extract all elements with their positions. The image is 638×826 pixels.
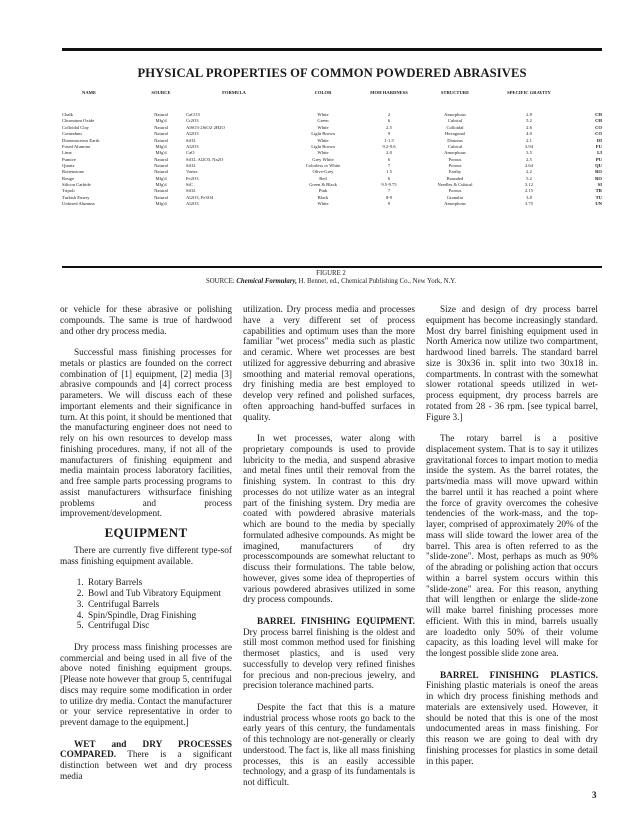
cell-code: LI xyxy=(597,150,602,156)
cell-name: Turkish Emery xyxy=(62,194,90,200)
cell-moh-hardness: 1.5 xyxy=(386,169,392,175)
list-item: 2. Bowl and Tub Vibratory Equipment xyxy=(86,589,232,600)
cell-code: CO xyxy=(595,124,602,130)
header-source: SOURCE xyxy=(151,90,171,95)
cell-code: CH xyxy=(595,112,602,118)
cell-formula: SiC xyxy=(186,181,193,187)
cell-color: Light Brown xyxy=(311,131,335,137)
figure-caption xyxy=(200,270,462,287)
col2-paragraph-4: Despite the fact that this is a mature industrial process whose roots go back to the early years of this century, the fundamentals of this technology are not-generally or clearly understood. The fact is, like all mass finishing processes, this is an easily accessible technology, and a grasp of its fundamentals is not difficult. xyxy=(243,702,415,788)
cell-code: SI xyxy=(597,181,602,187)
cell-moh-hardness: 9 xyxy=(387,131,391,137)
cell-structure: Colloidal xyxy=(446,124,464,130)
cell-moh-hardness: 6 xyxy=(387,118,391,124)
cell-source: Mfg'd xyxy=(155,118,167,124)
cell-source: Natural xyxy=(154,188,168,194)
cell-moh-hardness: 7 xyxy=(387,162,391,168)
cell-moh-hardness: 2 xyxy=(387,112,391,118)
cell-color: Pink xyxy=(318,188,328,194)
cell-name: Corundum xyxy=(62,131,82,137)
cell-moh-hardness: 9.5-9.75 xyxy=(381,181,397,187)
cell-color: White xyxy=(317,150,329,156)
cell-structure: Granular xyxy=(446,194,464,200)
cell-structure: Diatoms xyxy=(447,137,463,143)
cell-source: Natural xyxy=(154,131,168,137)
col2-paragraph-2: In wet processes, water along with proprietary compounds is used to provide lubricity to the media, and suspend abrasive and metal fines until their removal from the finishing system. In contrast to this dry processes do not utilize water as an integral part of the finishing system. Dry media are coated with powdered abrasive materials which are bound to the media by specially formulated adhesive compounds. As might be imagined, manufacturers of dry processcompounds are somewhat reluctant to discuss their formulations. The table below, however, gives some idea of theproperties of various powdered abrasives utilized in some dry process compounds. xyxy=(243,434,415,606)
cell-name: Fused Alumina xyxy=(62,143,90,149)
cell-formula: Cr2O3 xyxy=(186,118,199,124)
cell-formula: SiO2 xyxy=(186,137,196,143)
cell-formula: CaCO3 xyxy=(186,112,200,118)
cell-color: Light Brown xyxy=(311,143,335,149)
col2-paragraph-3-text: Dry process barrel finishing is the oldest and still most common method used for finishing thermoset plastics, and is used very successfully to develop very refined finishes for precious and non-precious jewelry, and precision tolerance machined parts. xyxy=(243,627,415,692)
cell-name: Rouge xyxy=(62,175,74,181)
abrasives-table xyxy=(62,90,602,207)
cell-formula: Al2O3 xyxy=(186,143,199,149)
cell-structure: Amorphous xyxy=(444,112,466,118)
cell-structure: Hexagonal xyxy=(445,131,465,137)
cell-formula: SiO2 xyxy=(186,188,196,194)
cell-structure: Rounded xyxy=(446,175,464,181)
cell-specific-gravity: 2.15 xyxy=(524,188,534,194)
cell-moh-hardness: 6 xyxy=(387,156,391,162)
cell-moh-hardness: 6 xyxy=(387,175,391,181)
cell-code: UN xyxy=(595,200,602,206)
cell-formula: CaO xyxy=(186,150,195,156)
equipment-list xyxy=(60,578,232,632)
cell-name: Quartz xyxy=(62,162,75,168)
col1-paragraph-1: or vehicle for these abrasive or polishing compounds. The same is true of hardwood and other dry process media. xyxy=(60,305,232,337)
page-number: 3 xyxy=(592,790,597,800)
cell-code: DI xyxy=(596,137,602,143)
figure-source-prefix: SOURCE: xyxy=(205,278,237,286)
cell-structure: Cubical xyxy=(447,143,463,149)
cell-color: Green & Black xyxy=(309,181,337,187)
col1-paragraph-3: There are currently five different type-sof mass finishing equipment available. xyxy=(60,546,232,567)
table-header-row xyxy=(62,90,602,112)
header-structure: STRUCTURE xyxy=(440,90,470,95)
cell-color: White xyxy=(317,200,329,206)
list-item: 5. Centrifugal Disc xyxy=(86,621,232,632)
cell-specific-gravity: 2.2 xyxy=(526,169,532,175)
cell-specific-gravity: 4.0 xyxy=(526,131,532,137)
cell-specific-gravity: 3.5 xyxy=(526,150,532,156)
cell-name: Rottenstone xyxy=(62,169,84,175)
cell-code: TR xyxy=(595,188,602,194)
cell-moh-hardness: 2.0 xyxy=(386,150,392,156)
cell-color: Red xyxy=(319,175,327,181)
cell-name: Colloidal Clay xyxy=(62,124,89,130)
cell-moh-hardness: 9.2-9.6 xyxy=(382,143,396,149)
table-row xyxy=(62,201,602,207)
cell-source: Mfg'd xyxy=(155,143,167,149)
cell-source: Natural xyxy=(154,112,168,118)
cell-specific-gravity: 2.5 xyxy=(526,156,532,162)
cell-source: Natural xyxy=(154,124,168,130)
cell-color: Colorless or White xyxy=(305,162,341,168)
cell-name: Silicon Carbide xyxy=(62,181,91,187)
cell-code: TU xyxy=(595,194,602,200)
header-color: COLOR xyxy=(314,90,332,95)
table-bottom-rule xyxy=(62,266,602,268)
cell-formula: AlSO3·2SiO2·2H2O xyxy=(186,124,225,130)
figure-label: FIGURE 2 xyxy=(316,270,346,277)
equipment-heading: EQUIPMENT xyxy=(104,525,188,540)
cell-moh-hardness: 2.5 xyxy=(386,124,392,130)
column-3 xyxy=(426,305,598,767)
table-body xyxy=(62,112,602,207)
cell-name: Unfused Alumina xyxy=(62,200,95,206)
col3-paragraph-1: Size and design of dry process barrel equipment has become increasingly standard. Most dry barrel finishing equipment used in North America now utilize two compartment, hardwood lined barrels. The standard barrel size is 30x36 in. split into two 30x18 in. compartments. In contrast with the somewhat slower rotational speeds utilized in wet-process equipment, dry process barrels are rotated from 28 - 36 rpm. [see typical barrel, Figure 3.] xyxy=(426,305,598,423)
column-1 xyxy=(60,305,232,783)
cell-source: Mfg'd xyxy=(155,181,167,187)
cell-name: Diatomaceous Earth xyxy=(62,137,100,143)
cell-source: Mfg'd xyxy=(155,175,167,181)
col3-paragraph-3-text: Finishing plastic materials is oneof the areas in which dry process finishing methods and materials are extensively used. However, it should be noted that this is one of the most undocumented areas in mass finishing. For this reason we are going to deal with dry finishing processes for plastics in some detail in this paper. xyxy=(426,681,598,767)
cell-formula: Fe2O3 xyxy=(186,175,199,181)
header-moh-hardness: MOH HARDNESS xyxy=(370,90,408,95)
col3-paragraph-3 xyxy=(426,671,598,768)
cell-code: FU xyxy=(595,143,602,149)
cell-specific-gravity: 5.2 xyxy=(526,118,532,124)
list-item: 1. Rotary Barrels xyxy=(86,578,232,589)
cell-structure: Amorphous xyxy=(444,150,466,156)
cell-structure: Needles & Cubical xyxy=(437,181,473,187)
cell-structure: Porous xyxy=(448,188,462,194)
cell-specific-gravity: 2.8 xyxy=(526,112,532,118)
cell-color: White xyxy=(317,137,329,143)
cell-moh-hardness: 1-1.5 xyxy=(384,137,394,143)
cell-specific-gravity: 2.64 xyxy=(524,162,534,168)
list-item: 4. Spin/Spindle, Drag Finishing xyxy=(86,611,232,622)
cell-specific-gravity: 3.94 xyxy=(524,143,534,149)
table-title: PHYSICAL PROPERTIES OF COMMON POWDERED ABRASIVES xyxy=(137,66,527,80)
col1-paragraph-5 xyxy=(60,740,232,783)
cell-source: Natural xyxy=(154,194,168,200)
cell-color: Black xyxy=(317,194,329,200)
cell-source: Mfg'd xyxy=(155,150,167,156)
header-formula: FORMULA xyxy=(222,90,246,95)
cell-name: Lime xyxy=(62,150,72,156)
cell-code: PU xyxy=(595,156,602,162)
cell-specific-gravity: 2.1 xyxy=(526,137,532,143)
col1-paragraph-2: Successful mass finishing processes for metals or plastics are founded on the correct combination of [1] equipment, [2] media [3] abrasive compounds and [4] correct process parameters. We will discuss each of these important elements and their significance in turn. At this point, it should be mentioned that the manufacturing engineer does not need to rely on his own resources to develop mass finishing procedures. many, if not all of the manufacturers of finishing equipment and media maintain process laboratory facilities, and free sample parts processing programs to assist manufacturers withsurface finishing problems and process improvement/development. xyxy=(60,348,232,520)
cell-moh-hardness: 8-9 xyxy=(385,194,393,200)
col1-paragraph-4: Dry process mass finishing processes are commercial and being used in all five of the above noted finishing equipment groups. [Please note however that group 5, centrifugal discs may require some modification in order to utilize dry media. Contact the manufacturer or your service representative in order to prevent damage to the equipment.] xyxy=(60,642,232,728)
cell-specific-gravity: 3.12 xyxy=(524,181,534,187)
cell-source: Natural xyxy=(154,156,168,162)
cell-color: White xyxy=(317,124,329,130)
cell-structure: Earthy xyxy=(448,169,462,175)
figure-source-title: Chemical Formulary, xyxy=(236,278,297,286)
cell-specific-gravity: 2.6 xyxy=(526,124,532,130)
cell-source: Natural xyxy=(154,162,168,168)
header-name: NAME xyxy=(82,90,97,95)
cell-color: Green xyxy=(317,118,329,124)
cell-code: CO xyxy=(595,131,602,137)
figure-source xyxy=(200,278,462,286)
barrel-equipment-heading: BARREL FINISHING EQUIPMENT. xyxy=(257,616,415,627)
cell-name: Tripoli xyxy=(62,188,75,194)
cell-structure: Amorphous xyxy=(444,200,466,206)
cell-structure: Cubical xyxy=(447,118,463,124)
cell-code: CH xyxy=(595,118,602,124)
cell-color: Grey White xyxy=(312,156,334,162)
wet-dry-heading: WET and DRY PROCESSES COMPARED. xyxy=(60,739,232,761)
list-item: 3. Centrifugal Barrels xyxy=(86,600,232,611)
cell-structure: Porous xyxy=(448,156,462,162)
cell-source: Natural xyxy=(154,137,168,143)
col2-paragraph-1: utilization. Dry process media and processes have a very different set of process capabilities and optimum uses than the more familiar "wet process" media such as plastic and ceramic. Where wet processes are best utilized for aggressive deburring and abrasive smoothing and material removal operations, dry finishing media are best employed to develop very refined and polished surfaces, often approaching hand-buffed surfaces in quality. xyxy=(243,305,415,423)
figure-source-rest: H. Bennet, ed., Chemical Publishing Co., New York, N.Y. xyxy=(296,278,456,286)
cell-name: Chromium Oxide xyxy=(62,118,95,124)
cell-code: RO xyxy=(595,169,602,175)
cell-source: Natural xyxy=(154,169,168,175)
col1-paragraph-5-text: There is a significant distinction between wet and dry process media xyxy=(60,750,232,782)
cell-code: QU xyxy=(595,162,602,168)
cell-specific-gravity: 3.8 xyxy=(526,194,532,200)
cell-color: Olive-Grey xyxy=(312,169,334,175)
cell-formula: SiO2, Al2O3, Na2O xyxy=(186,156,224,162)
header-code xyxy=(562,90,602,112)
col3-paragraph-2: The rotary barrel is a positive displacement system. That is to say it utilizes gravitational forces to impart motion to media inside the system. As the barrel rotates, the parts/media mass will move upward within the barrel until it has reached a point where the force of gravity overcomes the cohesive tendencies of the work-mass, and the top-layer, comprised of approximately 20% of the mass will slide toward the lower area of the barrel. This area is often referred to as the "slide-zone". Most, perhaps as much as 90% of the abrading or polishing action that occurs within a barrel system occurs within this "slide-zone" area. For this reason, anything that will lengthen or enlarge the slide-zone will make barrel finishing processes more efficient. With this in mind, barrels usually are loadedto only 50% of their volume capacity, as this loading level will make for the longest possible slide zone area. xyxy=(426,434,598,659)
cell-color: White xyxy=(317,112,329,118)
cell-code: RO xyxy=(595,175,602,181)
cell-formula: Al2O3 xyxy=(186,131,199,137)
cell-specific-gravity: 3.75 xyxy=(524,200,534,206)
cell-structure: Porous xyxy=(448,162,462,168)
column-2 xyxy=(243,305,415,789)
cell-moh-hardness: 9 xyxy=(387,200,391,206)
cell-formula: Al2O3 xyxy=(186,200,199,206)
cell-moh-hardness: 7 xyxy=(387,188,391,194)
col2-paragraph-3 xyxy=(243,617,415,692)
cell-specific-gravity: 5.2 xyxy=(526,175,532,181)
top-rule xyxy=(62,48,602,51)
cell-formula: Al2O3, Fe3O4 xyxy=(186,194,214,200)
cell-formula: SiO2 xyxy=(186,162,196,168)
cell-formula: Varies xyxy=(186,169,198,175)
barrel-plastics-heading: BARREL FINISHING PLASTICS. xyxy=(440,670,598,681)
cell-source: Mfg'd xyxy=(155,200,167,206)
cell-name: Chalk xyxy=(62,112,73,118)
cell-name: Pumice xyxy=(62,156,76,162)
header-specific-gravity: SPECIFIC GRAVITY xyxy=(507,90,551,95)
